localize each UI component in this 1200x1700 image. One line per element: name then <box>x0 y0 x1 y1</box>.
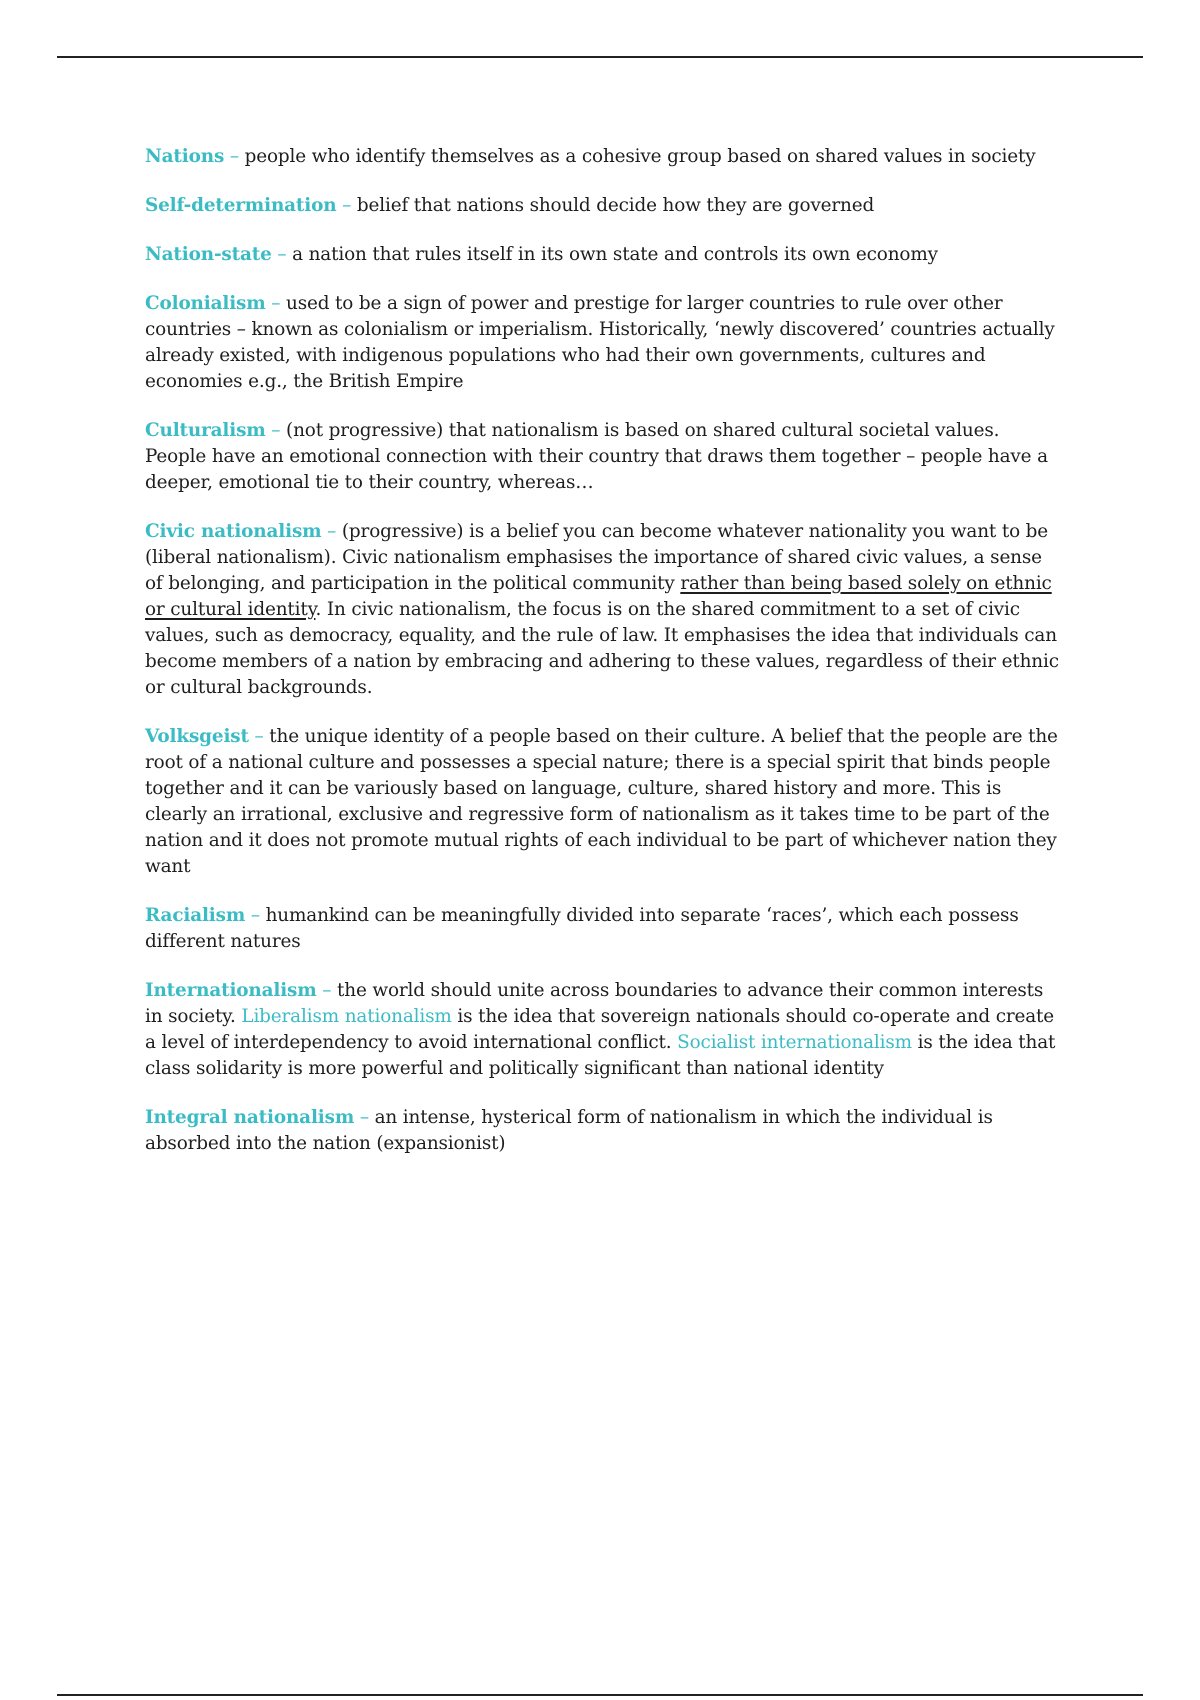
entry-term: Self-determination <box>145 195 337 216</box>
underlined-phrase: rather than being based solely on ethnic or cultural identity <box>145 573 1052 620</box>
entry-definition-continued: . In civic nationalism, the focus is on the shared commitment to a set of civic values, such as democracy, equality, and the rule of law. It emphasises the idea that individuals can become members of a nation by embracing and adhering to these values, regardless of their ethnic or cultural backgrounds. <box>145 599 1059 698</box>
highlighted-term: Liberalism nationalism <box>241 1006 452 1027</box>
entry-term: Racialism <box>145 905 246 926</box>
entry-definition: the world should unite across boundaries to advance their common interests in society. <box>145 980 1044 1027</box>
entry-definition: an intense, hysterical form of nationalism in which the individual is absorbed into the nation (expansionist) <box>145 1107 993 1154</box>
entry-separator: – <box>265 420 287 441</box>
glossary-entry <box>145 242 1065 268</box>
entry-separator: – <box>321 521 342 542</box>
glossary <box>145 144 1065 1180</box>
header-rule <box>57 56 1143 58</box>
entry-separator: – <box>265 293 287 314</box>
entry-definition: (not progressive) that nationalism is based on shared cultural societal values. People have an emotional connection with their country that draws them together – people have a deeper, emotional tie to their country, whereas… <box>145 420 1048 493</box>
entry-definition-continued: is the idea that sovereign nationals should co-operate and create a level of interdependency to avoid international conflict. <box>145 1006 1055 1053</box>
entry-definition: the unique identity of a people based on their culture. A belief that the people are the root of a national culture and possesses a special nature; there is a special spirit that binds people together and it can be variously based on language, culture, shared history and more. This is clearly an irrational, exclusive and regressive form of nationalism as it takes time to be part of the nation and it does not promote mutual rights of each individual to be part of whichever nation they want <box>145 726 1058 877</box>
entry-term: Integral nationalism <box>145 1107 355 1128</box>
entry-term: Nations <box>145 146 225 167</box>
entry-definition: a nation that rules itself in its own state and controls its own economy <box>292 244 938 265</box>
entry-definition: belief that nations should decide how they are governed <box>356 195 875 216</box>
entry-separator: – <box>271 244 293 265</box>
glossary-entry <box>145 193 1065 219</box>
glossary-entry <box>145 1105 1065 1157</box>
entry-definition: used to be a sign of power and prestige for larger countries to rule over other countries – known as colonialism or imperialism. Historically, ‘newly discovered’ countries actually already existed, with indigenous populations who had their own governments, cultures and economies e.g., the British Empire <box>145 293 1055 392</box>
entry-definition-continued: is the idea that class solidarity is more powerful and politically significant than national identity <box>145 1032 1056 1079</box>
entry-term: Nation-state <box>145 244 272 265</box>
glossary-entry <box>145 519 1065 701</box>
footer-rule <box>57 1694 1143 1696</box>
entry-term: Civic nationalism <box>145 521 322 542</box>
entry-term: Colonialism <box>145 293 266 314</box>
entry-separator: – <box>316 980 338 1001</box>
glossary-entry <box>145 903 1065 955</box>
glossary-entry <box>145 144 1065 170</box>
entry-separator: – <box>245 905 266 926</box>
entry-term: Culturalism <box>145 420 266 441</box>
entry-separator: – <box>248 726 270 747</box>
entry-term: Volksgeist <box>145 726 249 747</box>
entry-term: Internationalism <box>145 980 317 1001</box>
glossary-entry <box>145 418 1065 496</box>
entry-separator: – <box>336 195 357 216</box>
entry-definition: (progressive) is a belief you can become whatever nationality you want to be (liberal nationalism). Civic nationalism emphasises the importance of shared civic values, a sense of belonging, and participation in the political community <box>145 521 1049 594</box>
highlighted-term: Socialist internationalism <box>677 1032 912 1053</box>
entry-separator: – <box>224 146 245 167</box>
entry-definition: people who identify themselves as a cohesive group based on shared values in society <box>244 146 1036 167</box>
entry-definition: humankind can be meaningfully divided into separate ‘races’, which each possess different natures <box>145 905 1019 952</box>
glossary-entry <box>145 978 1065 1082</box>
glossary-entry <box>145 291 1065 395</box>
glossary-entry <box>145 724 1065 880</box>
entry-separator: – <box>354 1107 375 1128</box>
